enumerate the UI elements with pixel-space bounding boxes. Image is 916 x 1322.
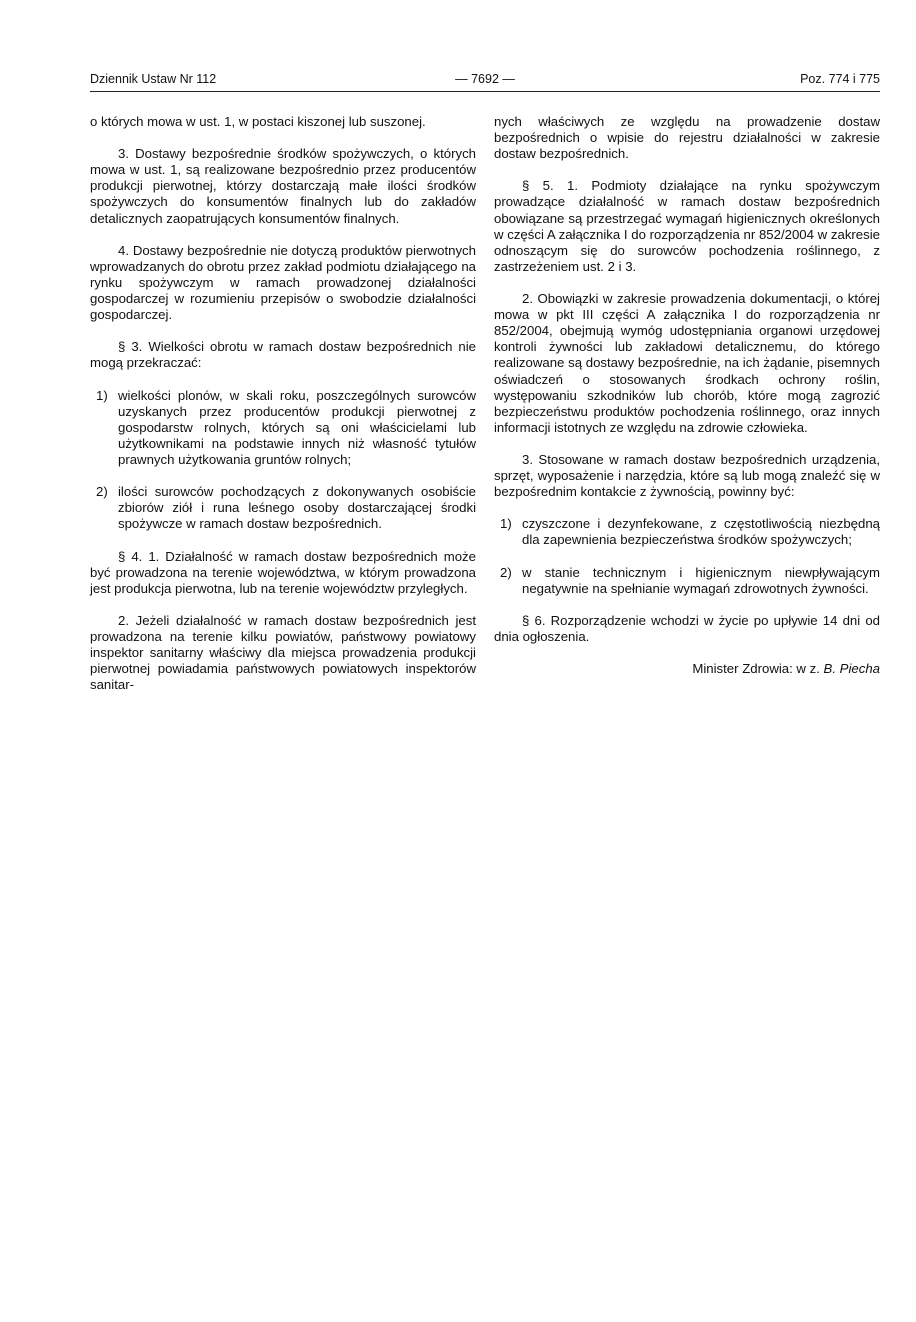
list-item [90, 484, 476, 532]
signature-line [494, 661, 880, 677]
list-item-number: 2) [500, 564, 512, 580]
list-item [494, 565, 880, 597]
list-item-number: 1) [500, 516, 512, 532]
document-page [90, 72, 880, 693]
left-column [90, 114, 476, 709]
list-item-number: 1) [96, 387, 108, 403]
list-item-text: ilości surowców pochodzących z dokonywanych osobiście zbiorów ziół i runa leśnego osoby dostarczającej środki spożywcze w ramach dostaw bezpośrednich. [118, 484, 476, 532]
paragraph: 3. Stosowane w ramach dostaw bezpośrednich urządzenia, sprzęt, wyposażenie i narzędzia, które są lub mogą znaleźć się w bezpośrednim kontakcie z żywnością, powinny być: [494, 451, 880, 500]
journal-title: Dziennik Ustaw Nr 112 [90, 72, 217, 86]
section-4-paragraph: § 4. 1. Działalność w ramach dostaw bezpośrednich może być prowadzona na terenie województwa, w którym prowadzona jest produkcja pierwotna, lub na terenie województw przyległych. [90, 548, 476, 596]
right-column [494, 114, 880, 677]
paragraph: 4. Dostawy bezpośrednie nie dotyczą produktów pierwotnych wprowadzanych do obrotu przez zakład podmiotu działającego na rynku spożywczym w ramach prowadzonej działalności gospodarczej w rozumieniu przepisów o swobodzie działalności gospodarczej. [90, 242, 476, 323]
section-5-paragraph: § 5. 1. Podmioty działające na rynku spożywczym prowadzące działalność w ramach dostaw bezpośrednich obowiązane są przestrzegać wymagań higienicznych określonych w części A załącznika I do rozporządzenia nr 852/2004 w zakresie odnoszącym się do surowców pochodzenia roślinnego, z zastrzeżeniem ust. 2 i 3. [494, 178, 880, 274]
position-reference: Poz. 774 i 775 [800, 72, 880, 86]
list-item-text: wielkości plonów, w skali roku, poszczególnych surowców uzyskanych przez producentów produkcji pierwotnej z gospodarstw rolnych, których są oni właścicielami lub użytkownikami na podstawie innych niż własność tytułów prawnych użytkowania gruntów rolnych; [118, 387, 476, 467]
signature-prefix: Minister Zdrowia: w z. [692, 661, 824, 677]
paragraph: 2. Jeżeli działalność w ramach dostaw bezpośrednich jest prowadzona na terenie kilku powiatów, państwowy powiatowy inspektor sanitarny właściwy dla miejsca prowadzenia produkcji pierwotnej powiadamia państwowych powiatowych inspektorów sanitar- [90, 612, 476, 693]
paragraph: o których mowa w ust. 1, w postaci kiszonej lub suszonej. [90, 114, 426, 129]
list-item-text: w stanie technicznym i higienicznym niewpływającym negatywnie na spełnianie wymagań zdrowotnych żywności. [522, 564, 880, 596]
section-3-paragraph: § 3. Wielkości obrotu w ramach dostaw bezpośrednich nie mogą przekraczać: [90, 339, 476, 371]
list-item [494, 516, 880, 548]
list-item [90, 388, 476, 468]
paragraph: 3. Dostawy bezpośrednie środków spożywczych, o których mowa w ust. 1, są realizowane bezpośrednio przez producentów produkcji pierwotnej, którzy dostarczają małe ilości środków spożywczych do konsumentów finalnych lub do zakładów detalicznych zaopatrujących konsumentów finalnych. [90, 146, 476, 226]
paragraph: nych właściwych ze względu na prowadzenie dostaw bezpośrednich o wpisie do rejestru działalności w zakresie dostaw bezpośrednich. [494, 114, 880, 162]
header-rule [90, 91, 880, 92]
page-header [90, 72, 880, 92]
section-6-paragraph: § 6. Rozporządzenie wchodzi w życie po upływie 14 dni od dnia ogłoszenia. [494, 612, 880, 644]
list-item-number: 2) [96, 484, 108, 500]
list-item-text: czyszczone i dezynfekowane, z częstotliwością niezbędną dla zapewnienia bezpieczeństwa środków spożywczych; [522, 516, 880, 548]
paragraph: 2. Obowiązki w zakresie prowadzenia dokumentacji, o której mowa w pkt III części A załącznika I do rozporządzenia nr 852/2004, obejmują wymóg udostępniania organowi urzędowej kontroli żywności lub zakładowi detalicznemu, do którego realizowane są dostawy bezpośrednie, na ich żądanie, pisemnych oświadczeń o stosowanych środkach ochrony roślin, występowaniu szkodników lub chorób, które mogą zagrozić bezpieczeństwu produktów pochodzenia roślinnego, oraz innych informacji istotnych ze względu na zdrowie człowieka. [494, 291, 880, 435]
signature-name: B. Piecha [823, 661, 880, 677]
page-number: — 7692 — [455, 72, 515, 86]
